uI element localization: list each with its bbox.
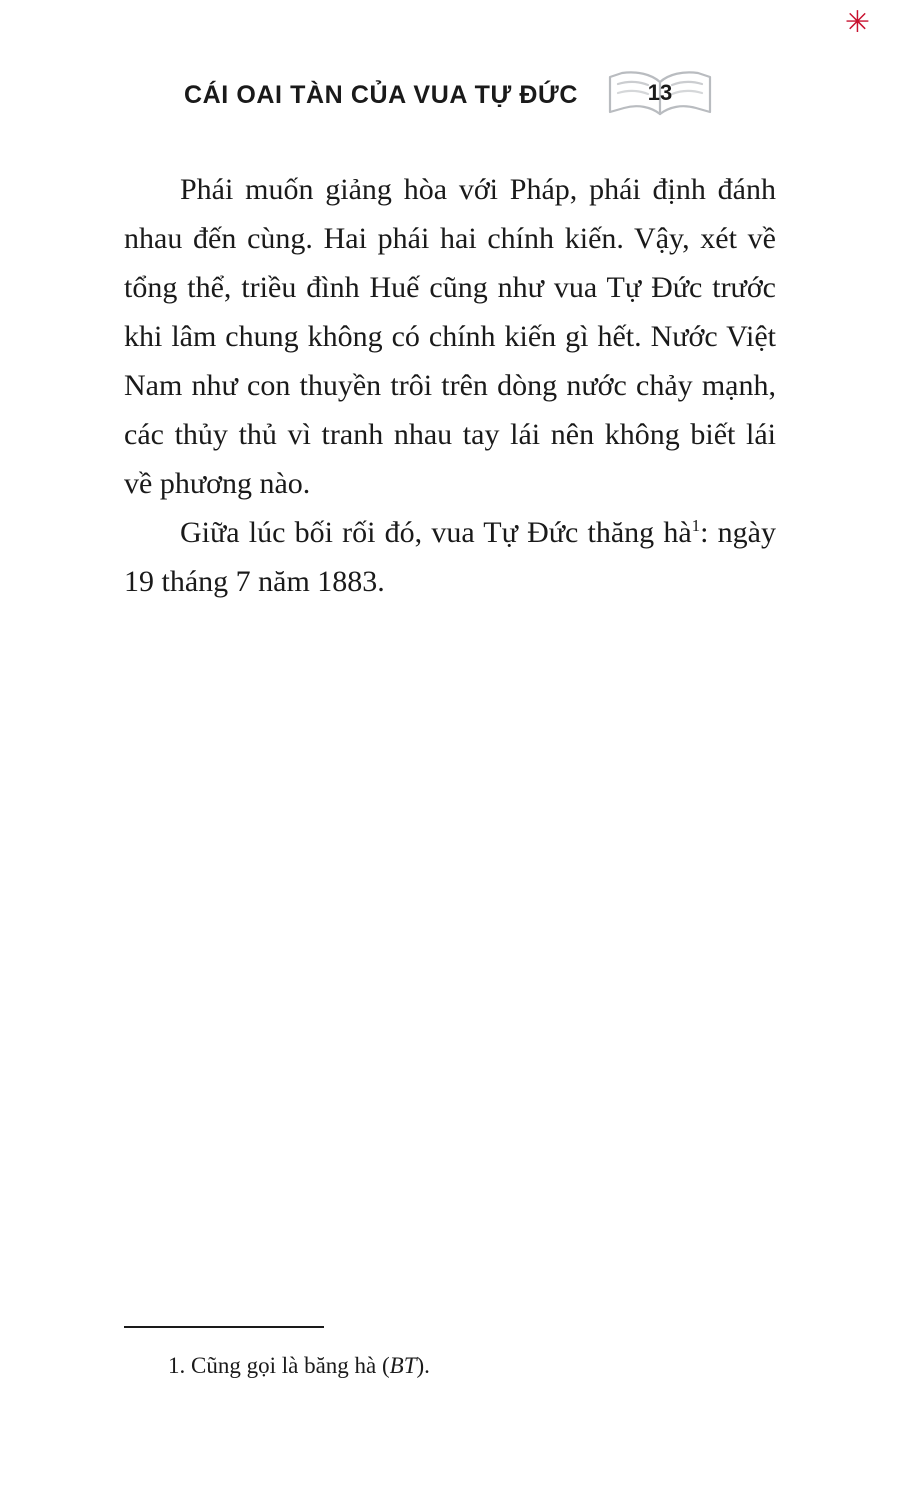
footnote-1-italic: BT (389, 1353, 417, 1378)
footnote-separator (124, 1326, 324, 1328)
footnote-reference-1[interactable]: 1 (691, 516, 701, 535)
page-number: 13 (647, 80, 673, 105)
footnote-1 (124, 1350, 776, 1382)
running-head-title: CÁI OAI TÀN CỦA VUA TỰ ĐỨC (183, 80, 579, 109)
footnote-block (124, 1326, 776, 1382)
footnote-1-lead: 1. Cũng gọi là băng hà ( (168, 1353, 390, 1378)
body-text (124, 165, 776, 606)
running-head (0, 66, 900, 124)
folio-ornament (604, 66, 716, 124)
paragraph-2 (124, 508, 776, 606)
paragraph-1: Phái muốn giảng hòa với Pháp, phái định đánh nhau đến cùng. Hai phái hai chính kiến. Vậy, xét về tổng thể, triều đình Huế cũng như vua Tự Đức trước khi lâm chung không có chính kiến gì hết. Nước Việt Nam như con thuyền trôi trên dòng nước chảy mạnh, các thủy thủ vì tranh nhau tay lái nên không biết lái về phương nào. (124, 173, 776, 500)
asterisk-ornament-icon: ✳ (844, 5, 870, 40)
paragraph-2-text: Giữa lúc bối rối đó, vua Tự Đức thăng hà (180, 516, 692, 549)
paragraph-2-tail: : ngày 19 tháng 7 năm 1883. (124, 516, 776, 598)
footnote-1-tail: ). (416, 1353, 430, 1378)
